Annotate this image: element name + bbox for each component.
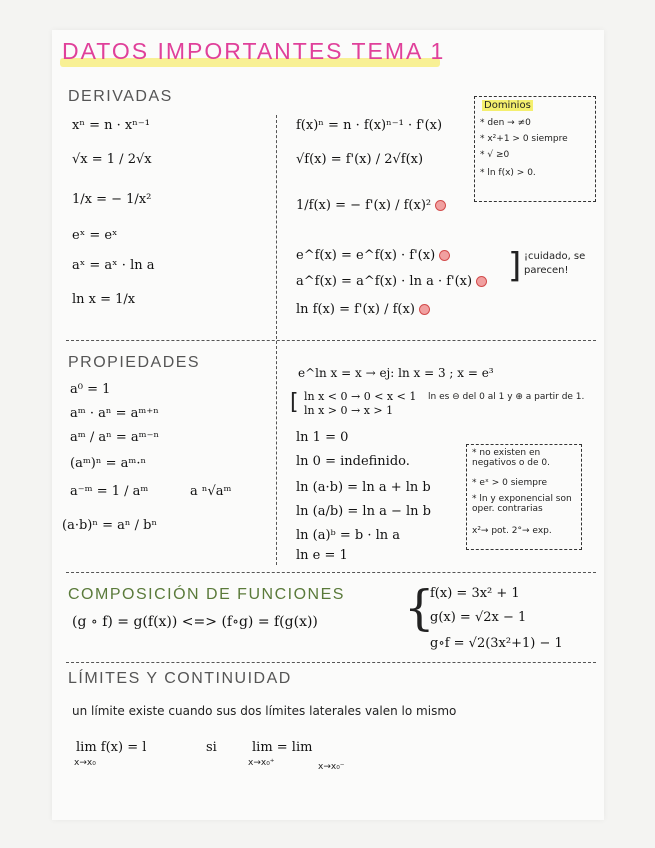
side-note-1: * no existen en negativos o de 0. (472, 448, 550, 468)
dominio-item-1: * den → ≠0 (480, 118, 531, 128)
derivada-right-4: e^f(x) = e^f(x) · f'(x) (296, 248, 450, 263)
propiedad-left-2: aᵐ · aⁿ = aᵐ⁺ⁿ (70, 406, 159, 421)
derivada-left-4: eˣ = eˣ (72, 228, 118, 243)
section-propiedades: PROPIEDADES (68, 354, 201, 371)
derivada-left-1: xⁿ = n · xⁿ⁻¹ (72, 118, 150, 133)
open-bracket-icon: [ (290, 390, 299, 415)
cuidado-note: ¡cuidado, se parecen! (524, 251, 586, 276)
limites-definicion: un límite existe cuando sus dos límites laterales valen lo mismo (72, 704, 457, 718)
composicion-f: f(x) = 3x² + 1 (430, 586, 520, 601)
derivada-left-6: ln x = 1/x (72, 292, 136, 307)
ln-rule-1: ln 1 = 0 (296, 430, 349, 445)
section-divider-2 (66, 572, 596, 573)
limite-2-sub-b: x→x₀⁻ (318, 762, 345, 772)
propiedad-left-3: aᵐ / aⁿ = aᵐ⁻ⁿ (70, 430, 160, 445)
derivada-left-2: √x = 1 / 2√x (72, 152, 152, 167)
limite-1-sub: x→x₀ (74, 758, 96, 768)
propiedad-eln: e^ln x = x → ej: ln x = 3 ; x = e³ (298, 366, 494, 380)
dominio-item-3: * √ ≥0 (480, 150, 510, 160)
dominio-item-4: * ln f(x) > 0. (480, 168, 536, 178)
ln-gt-rule: ln x > 0 → x > 1 (304, 404, 394, 417)
marker-circle (435, 200, 446, 211)
derivada-right-2: √f(x) = f'(x) / 2√f(x) (296, 152, 424, 167)
marker-circle (419, 304, 430, 315)
ln-lt-rule: ln x < 0 → 0 < x < 1 (304, 390, 417, 403)
side-note-4: x²→ pot. 2°→ exp. (472, 526, 552, 536)
limite-1: lim f(x) = l (76, 740, 147, 755)
derivada-left-5: aˣ = aˣ · ln a (72, 258, 155, 273)
ln-rule-4: ln (a/b) = ln a − ln b (296, 504, 431, 519)
dominios-label: Dominios (484, 100, 531, 111)
si-text: si (206, 740, 217, 755)
section-derivadas: DERIVADAS (68, 88, 173, 105)
propiedad-left-5: a⁻ᵐ = 1 / aᵐ (70, 484, 149, 499)
marker-circle (476, 276, 487, 287)
derivada-right-1: f(x)ⁿ = n · f(x)ⁿ⁻¹ · f'(x) (296, 118, 443, 133)
derivada-right-3: 1/f(x) = − f'(x) / f(x)² (296, 198, 446, 213)
ln-rule-3: ln (a·b) = ln a + ln b (296, 480, 431, 495)
ln-rule-2: ln 0 = indefinido. (296, 454, 410, 469)
page-title: DATOS IMPORTANTES TEMA 1 (62, 38, 446, 64)
propiedad-left-4: (aᵐ)ⁿ = aᵐ·ⁿ (70, 456, 147, 471)
composicion-g: g(x) = √2x − 1 (430, 610, 527, 625)
section-divider-1 (66, 340, 596, 341)
limite-2-sub-a: x→x₀⁺ (248, 758, 275, 768)
propiedad-left-1: a⁰ = 1 (70, 382, 111, 397)
section-limites: LÍMITES Y CONTINUIDAD (68, 670, 292, 687)
ln-rule-6: ln e = 1 (296, 548, 348, 563)
bracket-icon: ] (508, 246, 522, 286)
derivada-right-6: ln f(x) = f'(x) / f(x) (296, 302, 430, 317)
dominio-item-2: * x²+1 > 0 siempre (480, 134, 568, 144)
derivada-left-3: 1/x = − 1/x² (72, 192, 152, 207)
marker-circle (439, 250, 450, 261)
propiedad-left-6: (a·b)ⁿ = aⁿ / bⁿ (62, 518, 158, 533)
section-composicion: COMPOSICIÓN DE FUNCIONES (68, 586, 345, 603)
derivada-right-5: a^f(x) = a^f(x) · ln a · f'(x) (296, 274, 487, 289)
dominios-box (474, 96, 596, 202)
side-note-2: * eˣ > 0 siempre (472, 478, 547, 488)
side-note-3: * ln y exponencial son oper. contrarias (472, 494, 572, 514)
composicion-definicion: (g ∘ f) = g(f(x)) <=> (f∘g) = f(g(x)) (72, 614, 318, 630)
raiz-note: a ⁿ√aᵐ (190, 484, 232, 499)
limite-2: lim = lim (252, 740, 313, 755)
ln-sign-note: ln es ⊖ del 0 al 1 y ⊕ a partir de 1. (428, 392, 585, 402)
composicion-gof: g∘f = √2(3x²+1) − 1 (430, 636, 563, 651)
brace-icon: { (404, 580, 435, 636)
ln-rule-5: ln (a)ᵇ = b · ln a (296, 528, 401, 543)
section-divider-3 (66, 662, 596, 663)
